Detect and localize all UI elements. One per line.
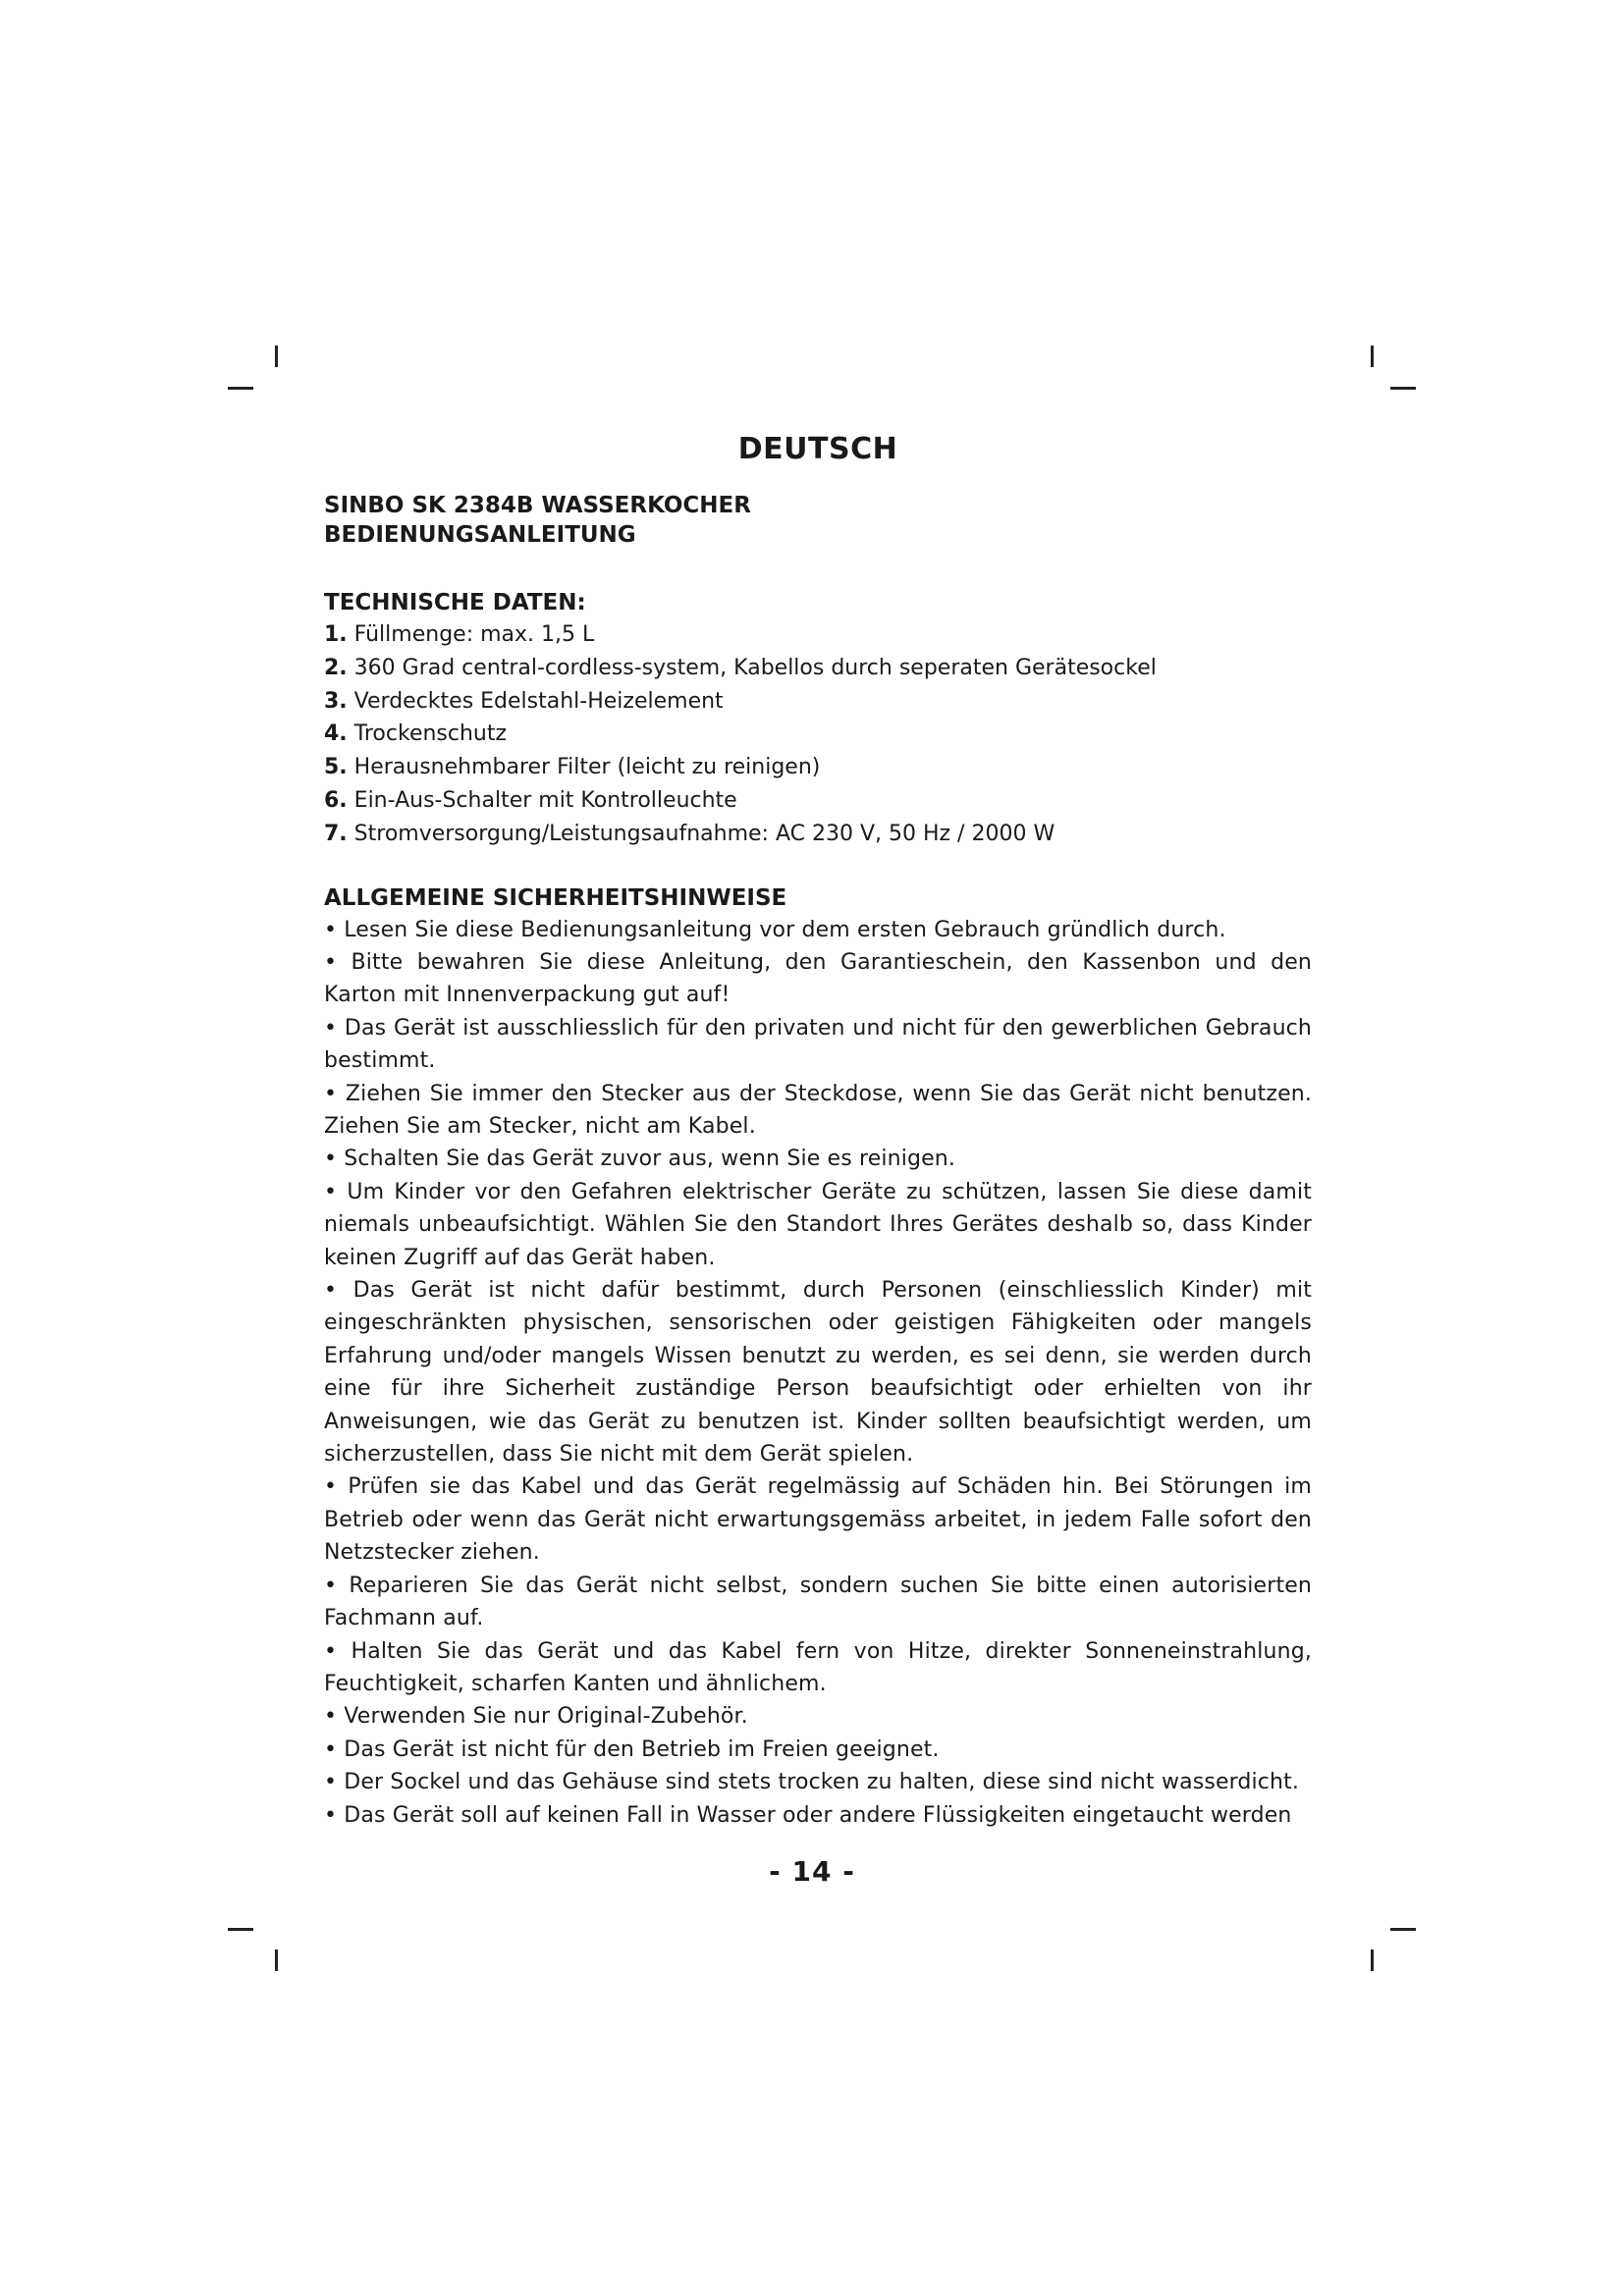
technical-data-list bbox=[324, 618, 1312, 851]
safety-item: • Der Sockel und das Gehäuse sind stets trocken zu halten, diese sind nicht wasserdicht. bbox=[324, 1770, 1300, 1795]
spec-item: 4. Trockenschutz bbox=[324, 721, 508, 747]
safety-item: • Verwenden Sie nur Original-Zubehör. bbox=[324, 1704, 748, 1730]
safety-item: • Schalten Sie das Gerät zuvor aus, wenn Sie es reinigen. bbox=[324, 1147, 956, 1172]
technical-data-heading: TECHNISCHE DATEN: bbox=[324, 590, 586, 615]
crop-mark-top-left-vertical bbox=[275, 346, 278, 367]
crop-mark-top-right-vertical bbox=[1371, 346, 1374, 367]
safety-item: • Um Kinder vor den Gefahren elektrischer Geräte zu schützen, lassen Sie diese damit niemals unbeaufsichtigt. Wählen Sie den Standort Ihres Gerätes deshalb so, dass Kinder keinen Zugriff auf das Gerät haben. bbox=[324, 1179, 1312, 1270]
safety-item: • Das Gerät ist nicht dafür bestimmt, durch Personen (einschliesslich Kinder) mit eingeschränkten physischen, sensorischen oder geistigen Fähigkeiten oder mangels Erfahrung und/oder mangels Wissen benutzt zu werden, es sei denn, sie werden durch eine für ihre Sicherheit zuständige Person beaufsichtigt oder erhielten von ihr Anweisungen, wie das Gerät zu benutzen ist. Kinder sollten beaufsichtigt werden, um sicherzustellen, dass Sie nicht mit dem Gerät spielen. bbox=[324, 1278, 1312, 1468]
language-heading: DEUTSCH bbox=[737, 432, 898, 466]
safety-item: • Halten Sie das Gerät und das Kabel fern von Hitze, direkter Sonneneinstrahlung, Feuchtigkeit, scharfen Kanten und ähnlichem. bbox=[324, 1638, 1312, 1696]
crop-mark-bottom-right-horizontal bbox=[1390, 1928, 1416, 1931]
spec-item: 3. Verdecktes Edelstahl-Heizelement bbox=[324, 688, 724, 714]
spec-item: 5. Herausnehmbarer Filter (leicht zu reinigen) bbox=[324, 755, 821, 780]
safety-item: • Das Gerät ist nicht für den Betrieb im Freien geeignet. bbox=[324, 1736, 940, 1762]
safety-list bbox=[324, 914, 1312, 1832]
safety-item: • Das Gerät soll auf keinen Fall in Wasser oder andere Flüssigkeiten eingetaucht werden bbox=[324, 1802, 1292, 1828]
crop-mark-top-left-horizontal bbox=[228, 387, 253, 390]
spec-item: 7. Stromversorgung/Leistungsaufnahme: AC 230 V, 50 Hz / 2000 W bbox=[324, 821, 1056, 846]
safety-item: • Lesen Sie diese Bedienungsanleitung vor dem ersten Gebrauch gründlich durch. bbox=[324, 917, 1226, 942]
document-body bbox=[324, 432, 1312, 1832]
safety-item: • Bitte bewahren Sie diese Anleitung, den Garantieschein, den Kassenbon und den Karton mit Innenverpackung gut auf! bbox=[324, 949, 1312, 1008]
spec-item: 6. Ein-Aus-Schalter mit Kontrolleuchte bbox=[324, 787, 737, 813]
crop-mark-bottom-left-horizontal bbox=[228, 1928, 253, 1931]
product-title-block bbox=[324, 491, 1312, 550]
safety-item: • Ziehen Sie immer den Stecker aus der Steckdose, wenn Sie das Gerät nicht benutzen. Ziehen Sie am Stecker, nicht am Kabel. bbox=[324, 1081, 1312, 1140]
crop-mark-bottom-left-vertical bbox=[275, 1949, 278, 1971]
product-title: SINBO SK 2384B WASSERKOCHER bbox=[324, 493, 751, 518]
spec-item: 1. Füllmenge: max. 1,5 L bbox=[324, 622, 595, 647]
spec-item: 2. 360 Grad central-cordless-system, Kabellos durch seperaten Gerätesockel bbox=[324, 655, 1157, 680]
crop-mark-top-right-horizontal bbox=[1390, 387, 1416, 390]
safety-heading: ALLGEMEINE SICHERHEITSHINWEISE bbox=[324, 884, 787, 911]
safety-item: • Reparieren Sie das Gerät nicht selbst, sondern suchen Sie bitte einen autorisierten Fachmann auf. bbox=[324, 1573, 1312, 1631]
page-number: - 14 - bbox=[769, 1855, 855, 1888]
safety-item: • Prüfen sie das Kabel und das Gerät regelmässig auf Schäden hin. Bei Störungen im Betrieb oder wenn das Gerät nicht erwartungsgemäss arbeitet, in jedem Falle sofort den Netzstecker ziehen. bbox=[324, 1474, 1312, 1566]
manual-title: BEDIENUNGSANLEITUNG bbox=[324, 522, 636, 548]
crop-mark-bottom-right-vertical bbox=[1371, 1949, 1374, 1971]
safety-item: • Das Gerät ist ausschliesslich für den privaten und nicht für den gewerblichen Gebrauch bestimmt. bbox=[324, 1015, 1312, 1074]
